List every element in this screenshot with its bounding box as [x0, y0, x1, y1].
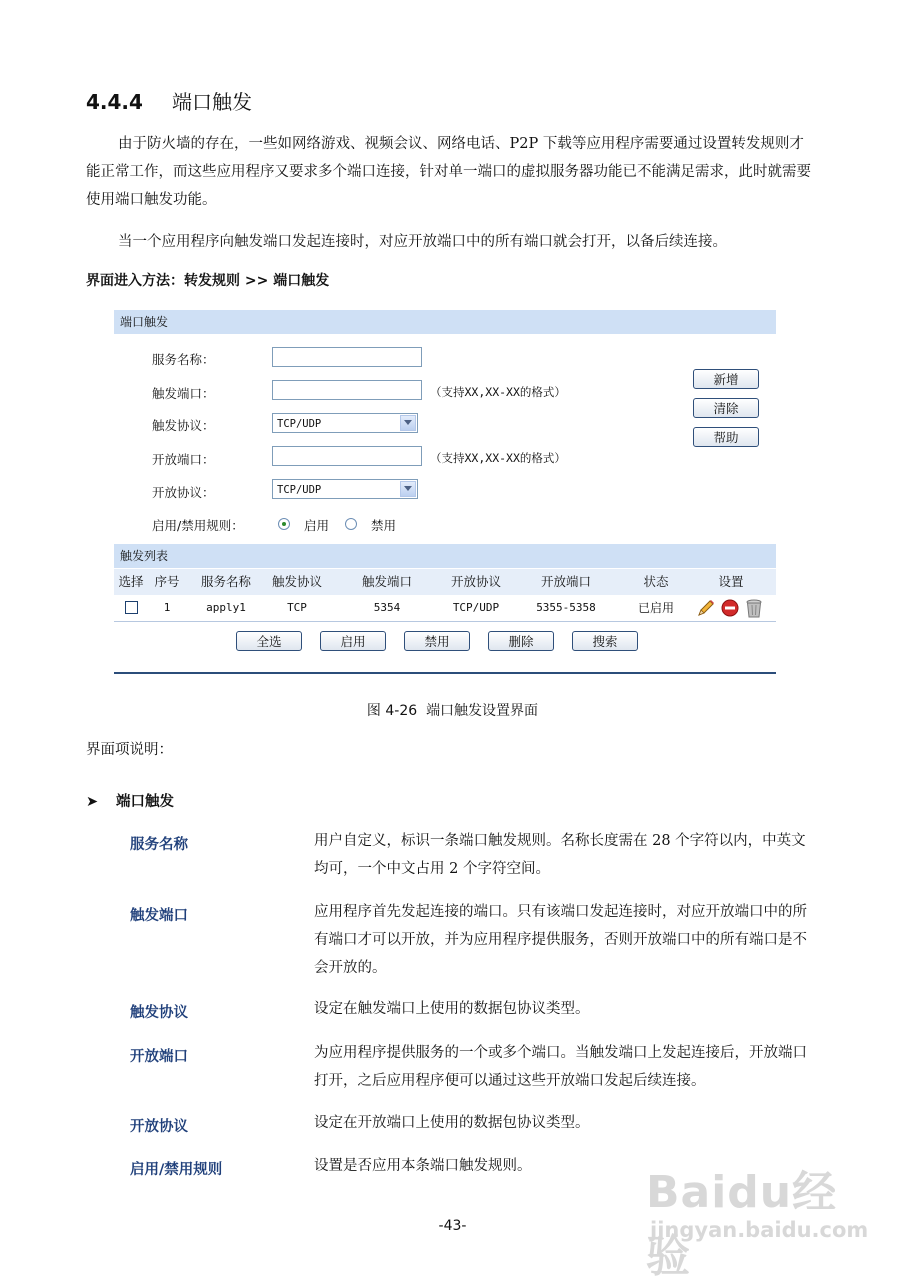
- port-trigger-panel: [114, 310, 776, 676]
- select-all-button[interactable]: 全选: [236, 631, 302, 651]
- row-no: 1: [163, 601, 171, 614]
- desc-service-name: 用户自定义，标识一条端口触发规则。名称长度需在 28 个字符以内，中英文均可，一个中文占用 2 个字符空间。: [314, 833, 806, 877]
- open-protocol-select[interactable]: [272, 479, 418, 499]
- col-settings: 设置: [718, 574, 744, 589]
- radio-enable-label: 启用: [304, 518, 330, 533]
- figure-number: 图 4-26: [366, 703, 418, 719]
- paragraph-2: 当一个应用程序向触发端口发起连接时，对应开放端口中的所有端口就会打开，以备后续连接。: [118, 234, 727, 250]
- enable-rule-label: 启用/禁用规则：: [152, 518, 244, 533]
- desc-open-port: 为应用程序提供服务的一个或多个端口。当触发端口上发起连接后，开放端口打开，之后应用程序便可以通过这些开放端口发起后续连接。: [314, 1045, 807, 1089]
- add-button[interactable]: 新增: [693, 369, 759, 389]
- access-path: 界面进入方法：转发规则 >> 端口触发: [86, 273, 330, 289]
- radio-disable[interactable]: [345, 518, 357, 530]
- row-open-protocol: TCP/UDP: [452, 601, 500, 614]
- bullet-label: 端口触发: [116, 794, 174, 810]
- clear-button[interactable]: 清除: [693, 398, 759, 418]
- col-trigger-port: 触发端口: [361, 574, 412, 589]
- section-number: 4.4.4: [86, 90, 143, 114]
- panel-bottom-line: [114, 672, 776, 674]
- col-no: 序号: [154, 574, 180, 589]
- row-trigger-port: 5354: [373, 601, 401, 614]
- bullet-heading: [86, 790, 174, 811]
- col-trigger-protocol: 触发协议: [271, 574, 322, 589]
- desc-trigger-protocol: 设定在触发端口上使用的数据包协议类型。: [314, 1001, 590, 1017]
- watermark-url: jingyan.baidu.com: [650, 1218, 869, 1242]
- trigger-protocol-select[interactable]: [272, 413, 418, 433]
- term-service-name: 服务名称: [130, 837, 188, 853]
- col-select: 选择: [118, 574, 144, 589]
- col-open-port: 开放端口: [540, 574, 591, 589]
- col-status: 状态: [643, 574, 669, 589]
- service-name-input[interactable]: [272, 347, 422, 367]
- page-number: -43-: [438, 1218, 467, 1234]
- disable-button[interactable]: 禁用: [404, 631, 470, 651]
- desc-trigger-port: 应用程序首先发起连接的端口。只有该端口发起连接时，对应开放端口中的所有端口才可以开放，并为应用程序提供服务，否则开放端口中的所有端口是不会开放的。: [314, 904, 807, 976]
- radio-enable[interactable]: [278, 518, 290, 530]
- desc-enable-rule: 设置是否应用本条端口触发规则。: [314, 1158, 532, 1174]
- figure-title: 端口触发设置界面: [426, 703, 539, 719]
- col-name: 服务名称: [200, 574, 251, 589]
- trigger-protocol-value: TCP/UDP: [277, 418, 322, 430]
- open-port-hint: （支持XX,XX-XX的格式）: [430, 451, 566, 465]
- enable-button[interactable]: 启用: [320, 631, 386, 651]
- chevron-down-icon[interactable]: [400, 481, 416, 497]
- open-port-label: 开放端口：: [152, 452, 215, 467]
- section-heading: [86, 86, 252, 115]
- trash-icon[interactable]: [744, 597, 764, 619]
- row-checkbox[interactable]: [125, 601, 138, 614]
- chevron-down-icon[interactable]: [400, 415, 416, 431]
- arrow-bullet-icon: ➤: [86, 794, 99, 810]
- section-title: 端口触发: [172, 90, 252, 114]
- term-open-protocol: 开放协议: [130, 1119, 188, 1135]
- table-header: [114, 569, 776, 595]
- row-name: apply1: [206, 601, 246, 614]
- radio-disable-label: 禁用: [371, 518, 397, 533]
- desc-open-protocol: 设定在开放端口上使用的数据包协议类型。: [314, 1115, 590, 1131]
- help-button[interactable]: 帮助: [693, 427, 759, 447]
- panel-title-bar: 端口触发: [114, 310, 776, 334]
- watermark-brand: Baidu经验: [646, 1167, 838, 1282]
- trigger-protocol-label: 触发协议：: [152, 418, 215, 433]
- col-open-protocol: 开放协议: [450, 574, 501, 589]
- search-button[interactable]: 搜索: [572, 631, 638, 651]
- edit-pencil-icon[interactable]: [696, 598, 716, 618]
- paragraph-1: 由于防火墙的存在，一些如网络游戏、视频会议、网络电话、P2P 下载等应用程序需要通过设置转发规则才能正常工作，而这些应用程序又要求多个端口连接，针对单一端口的虚拟服务器功能已不能满足需求，此时就需要使用端口触发功能。: [86, 136, 811, 208]
- delete-button[interactable]: 删除: [488, 631, 554, 651]
- trigger-port-hint: （支持XX,XX-XX的格式）: [430, 385, 566, 399]
- open-protocol-label: 开放协议：: [152, 485, 215, 500]
- items-intro: 界面项说明：: [86, 742, 173, 758]
- row-trigger-protocol: TCP: [287, 601, 307, 614]
- disable-icon[interactable]: [720, 598, 740, 618]
- list-title-bar: 触发列表: [114, 544, 776, 568]
- figure-caption: [0, 700, 905, 720]
- service-name-label: 服务名称：: [152, 352, 215, 367]
- term-trigger-protocol: 触发协议: [130, 1005, 188, 1021]
- term-trigger-port: 触发端口: [130, 908, 188, 924]
- term-enable-rule: 启用/禁用规则: [130, 1162, 223, 1178]
- row-status: 已启用: [637, 601, 674, 615]
- row-open-port: 5355-5358: [536, 601, 596, 614]
- term-open-port: 开放端口: [130, 1049, 188, 1065]
- row-divider: [114, 621, 776, 622]
- open-protocol-value: TCP/UDP: [277, 484, 322, 496]
- trigger-port-input[interactable]: [272, 380, 422, 400]
- trigger-port-label: 触发端口：: [152, 386, 215, 401]
- open-port-input[interactable]: [272, 446, 422, 466]
